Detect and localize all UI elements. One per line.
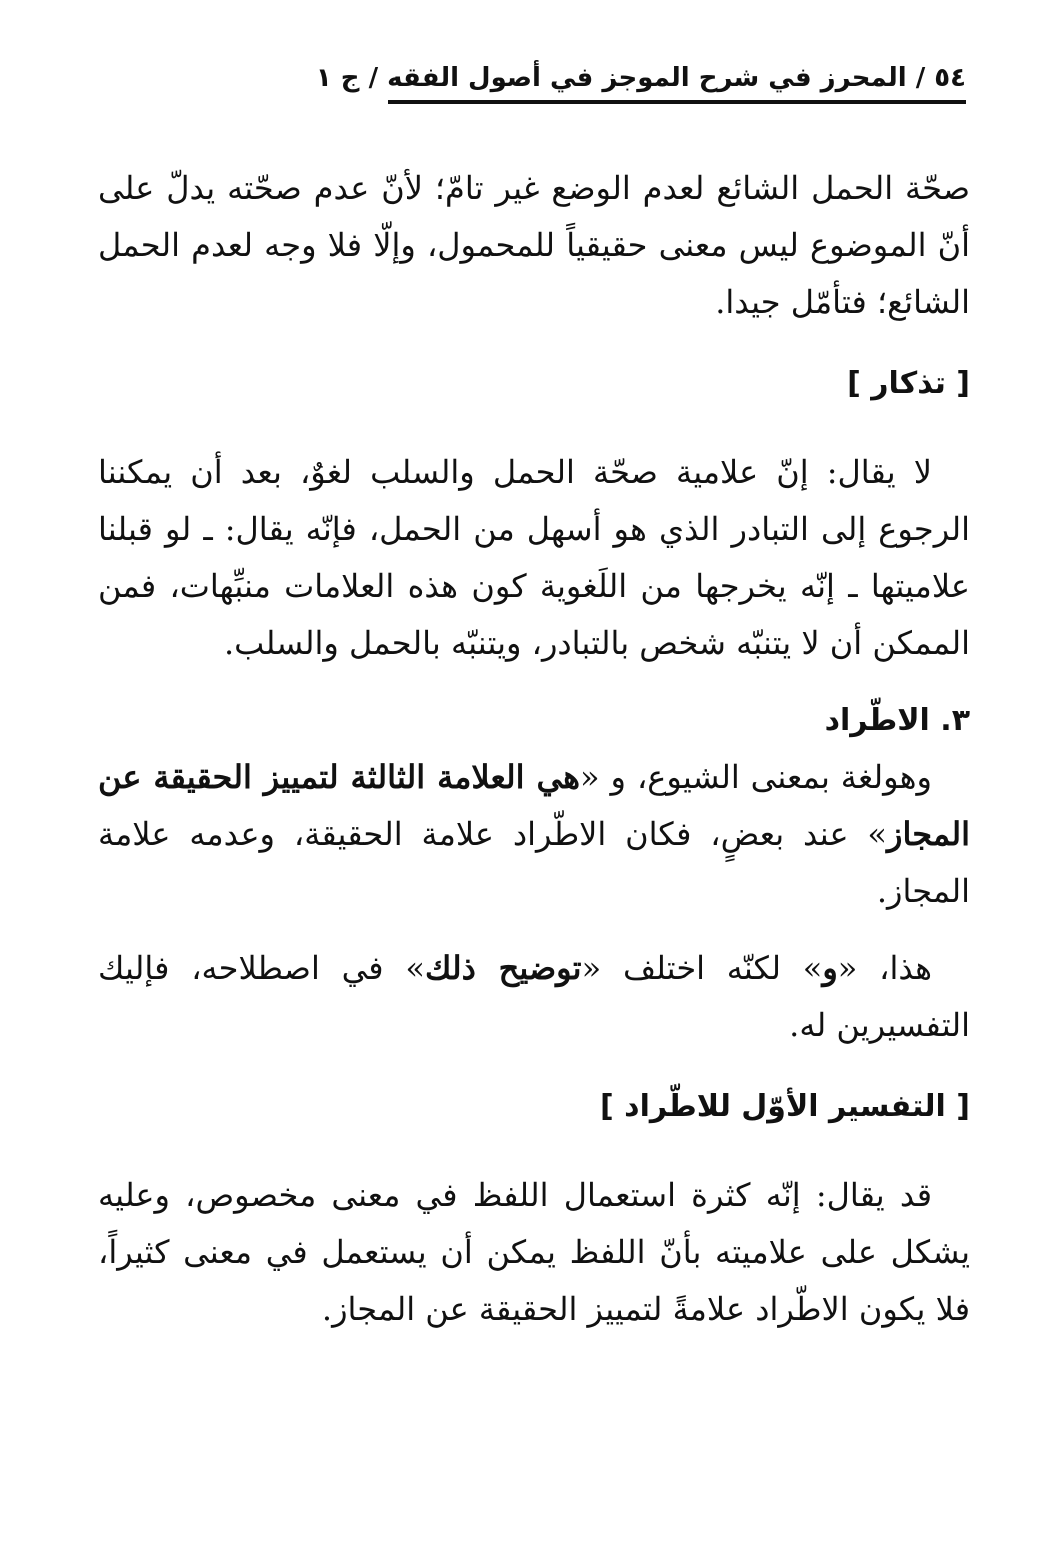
paragraph-2: لا يقال: إنّ علامية صحّة الحمل والسلب لغوٌ، بعد أن يمكننا الرجوع إلى التبادر الذي هو أسهل من الحمل، فإنّه يقال: ـ لو قبلنا علاميتها ـ إنّه يخرجها من اللَغوية كون هذه العلامات منبِّهات، فمن الممكن أن لا يتنبّه شخص بالتبادر، ويتنبّه بالحمل والسلب. bbox=[98, 453, 970, 662]
spacer bbox=[98, 331, 970, 355]
paragraph-4 bbox=[98, 940, 970, 1054]
page-body bbox=[98, 160, 970, 1338]
section-heading-tadhkar: [ تذكار ] bbox=[847, 366, 970, 401]
running-header bbox=[315, 58, 966, 104]
paragraph-4-quote-2: توضيح ذلك bbox=[424, 949, 582, 987]
spacer bbox=[98, 672, 970, 692]
paragraph-1: صحّة الحمل الشائع لعدم الوضع غير تامّ؛ لأنّ عدم صحّته يدلّ على أنّ الموضوع ليس معنى حقيقياً للمحمول، وإلّا فلا وجه لعدم الحمل الشائع؛ فتأمّل جيدا. bbox=[98, 169, 971, 321]
spacer bbox=[98, 1054, 970, 1078]
spacer bbox=[98, 920, 970, 940]
section-heading-ittirad: ٣. الاطّراد bbox=[824, 703, 970, 738]
paragraph-4-quote-1: و bbox=[822, 949, 838, 987]
spacer bbox=[98, 412, 970, 444]
running-header-title: ٥٤ / المحرز في شرح الموجز في أصول الفقه / ج ١ bbox=[315, 63, 966, 93]
paragraph-3 bbox=[98, 749, 970, 920]
paragraph-3-quote: هي العلامة الثالثة لتمييز الحقيقة عن المجاز bbox=[98, 758, 970, 853]
paragraph-4-part-b: » لكنّه اختلف « bbox=[581, 949, 823, 987]
paragraph-5: قد يقال: إنّه كثرة استعمال اللفظ في معنى مخصوص، وعليه يشكل على علاميته بأنّ اللفظ يمكن أن يستعمل في معنى كثيراً، فلا يكون الاطّراد علامةً لتمييز الحقيقة عن المجاز. bbox=[98, 1176, 970, 1328]
paragraph-3-suffix: » عند بعضٍ، فكان الاطّراد علامة الحقيقة، وعدمه علامة المجاز. bbox=[98, 815, 970, 910]
paragraph-4-part-a: هذا، « bbox=[837, 949, 933, 987]
paragraph-3-prefix: وهولغة بمعنى الشيوع، و « bbox=[580, 758, 933, 796]
section-heading-tafsir: [ التفسير الأوّل للاطّراد ] bbox=[600, 1089, 970, 1124]
spacer bbox=[98, 1135, 970, 1167]
paragraph-4-part-c: » في اصطلاحه، فإليك التفسيرين له. bbox=[98, 949, 970, 1044]
